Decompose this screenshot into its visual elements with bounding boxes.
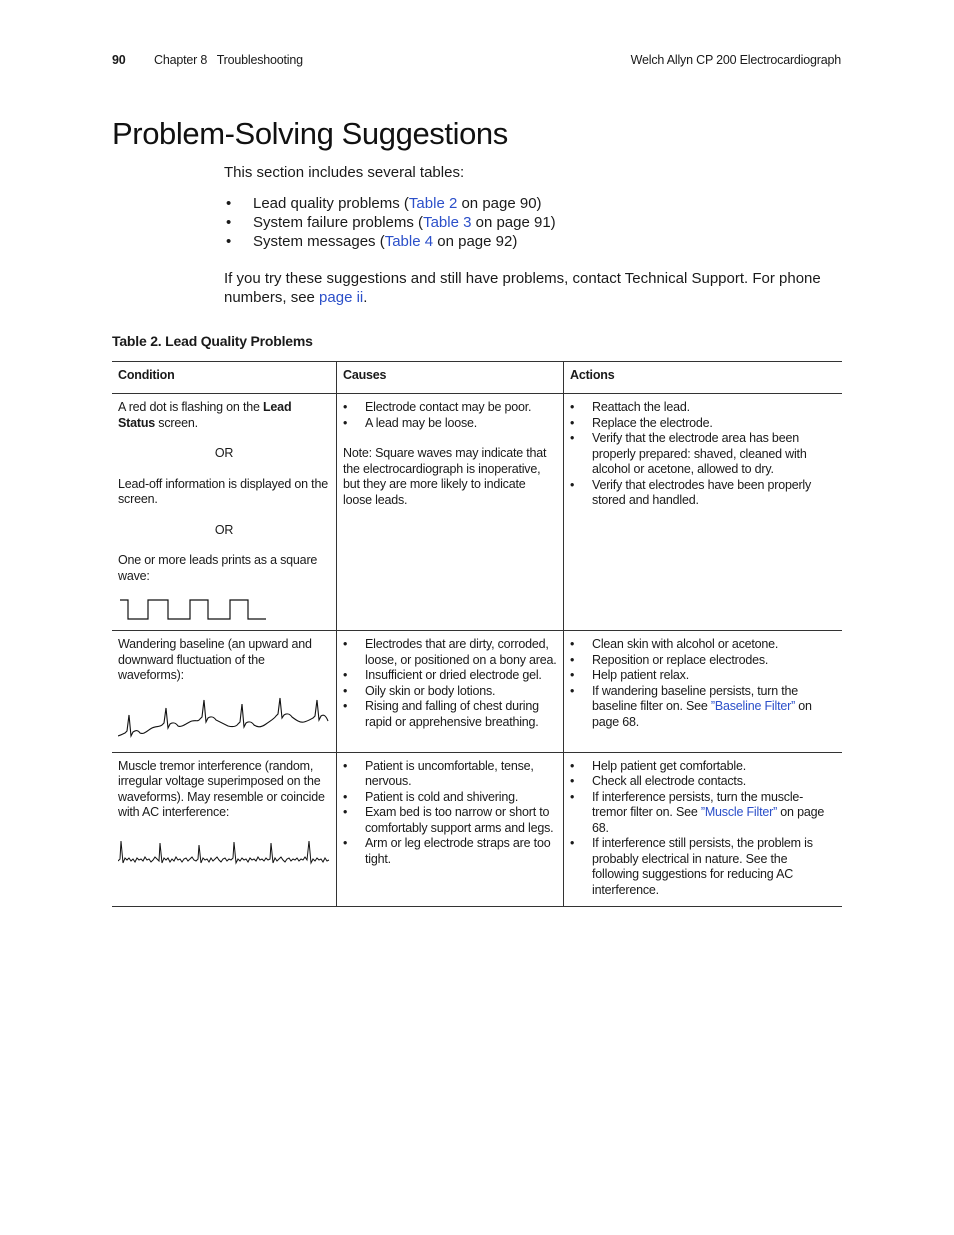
list-item: • Reposition or replace electrodes.	[570, 653, 836, 669]
condition-cell	[112, 752, 337, 907]
lead-quality-table	[112, 361, 842, 907]
causes-list	[343, 759, 557, 868]
list-item-text: on page 91)	[471, 214, 556, 231]
actions-cell	[564, 631, 842, 753]
page-number: 90	[112, 53, 126, 67]
causes-cell	[337, 631, 564, 753]
list-item-text: on page 90)	[457, 195, 542, 212]
list-item: • Exam bed is too narrow or short to comfortably support arms and legs.	[343, 805, 557, 836]
baseline-filter-link[interactable]: ”Baseline Filter”	[710, 699, 796, 713]
page-title: Problem-Solving Suggestions	[112, 116, 508, 151]
list-item: • A lead may be loose.	[343, 416, 557, 432]
wandering-baseline-waveform-icon	[118, 694, 330, 744]
list-item: • Patient is uncomfortable, tense, nervous.	[343, 759, 557, 790]
note-text: Note: Square waves may indicate that the electrocardiograph is inoperative, but they are more likely to indicate loose leads.	[343, 446, 547, 507]
condition-cell	[112, 631, 337, 753]
list-item	[570, 684, 836, 731]
intro-text: This section includes several tables:	[224, 164, 465, 181]
list-item-text: Lead quality problems (	[253, 195, 409, 212]
table-list	[224, 194, 844, 251]
list-item-text: System failure problems (	[253, 214, 424, 231]
table-caption: Table 2. Lead Quality Problems	[112, 333, 313, 349]
table-row	[112, 631, 842, 753]
list-item: • Electrodes that are dirty, corroded, loose, or positioned on a bony area.	[343, 637, 557, 668]
contact-text: If you try these suggestions and still have problems, contact Technical Support. For phone numbers, see	[224, 270, 821, 306]
causes-cell	[337, 752, 564, 907]
condition-text: Muscle tremor interference (random, irregular voltage superimposed on the waveforms). May resemble or coincide with AC interference:	[118, 758, 325, 819]
list-item: • Help patient get comfortable.	[570, 759, 836, 775]
table-row	[112, 752, 842, 907]
list-item-text: on page 92)	[433, 233, 518, 250]
chapter-header: Chapter 8 Troubleshooting	[154, 53, 303, 67]
actions-cell	[564, 394, 842, 631]
or-separator: OR	[214, 522, 234, 537]
list-item	[224, 213, 844, 232]
actions-list	[570, 400, 836, 509]
list-item-text: System messages (	[253, 233, 385, 250]
list-item-text: If interference persists, turn the muscle-tremor filter on. See	[592, 789, 804, 819]
page-ii-link[interactable]: page ii	[319, 289, 364, 306]
or-separator: OR	[214, 446, 234, 460]
list-item: • Replace the electrode.	[570, 416, 836, 432]
list-item	[570, 790, 836, 837]
condition-text: One or more leads prints as a square wave:	[118, 553, 318, 583]
product-header: Welch Allyn CP 200 Electrocardiograph	[630, 53, 841, 67]
condition-text	[118, 400, 330, 431]
list-item: • Insufficient or dried electrode gel.	[343, 668, 557, 684]
list-item: • Verify that electrodes have been properly stored and handled.	[570, 478, 836, 509]
column-header-causes: Causes	[337, 362, 564, 394]
causes-list	[343, 400, 557, 431]
condition-text: Wandering baseline (an upward and downward fluctuation of the waveforms):	[118, 637, 312, 682]
list-item	[224, 194, 844, 213]
square-wave-icon	[118, 594, 268, 622]
list-item: • Clean skin with alcohol or acetone.	[570, 637, 836, 653]
table-header-row	[112, 362, 842, 394]
list-item: • Electrode contact may be poor.	[343, 400, 557, 416]
list-item: • Arm or leg electrode straps are too tight.	[343, 836, 557, 867]
table-4-link[interactable]: Table 4	[384, 233, 434, 250]
actions-list	[570, 637, 836, 730]
lead-status-term: Lead Status	[118, 400, 292, 430]
list-item: • Help patient relax.	[570, 668, 836, 684]
causes-list	[343, 637, 557, 730]
table-2-link[interactable]: Table 2	[408, 195, 458, 212]
table-row	[112, 394, 842, 631]
condition-text: Lead-off information is displayed on the screen.	[118, 476, 328, 506]
condition-text-part: A red dot is flashing on the	[118, 400, 263, 414]
list-item-text: on page 68.	[592, 699, 812, 729]
condition-cell	[112, 394, 337, 631]
list-item: • Patient is cold and shivering.	[343, 790, 557, 806]
muscle-filter-link[interactable]: ”Muscle Filter”	[700, 805, 778, 819]
list-item: • Reattach the lead.	[570, 400, 836, 416]
column-header-actions: Actions	[564, 362, 842, 394]
actions-list	[570, 759, 836, 899]
muscle-tremor-waveform-icon	[118, 831, 330, 871]
contact-text-end: .	[363, 289, 368, 306]
list-item: • If interference still persists, the problem is probably electrical in nature. See the following suggestions for reducing AC interference.	[570, 836, 836, 898]
column-header-condition: Condition	[112, 362, 337, 394]
list-item: • Oily skin or body lotions.	[343, 684, 557, 700]
list-item-text: If wandering baseline persists, turn the baseline filter on. See	[592, 683, 799, 713]
condition-text-part: screen.	[155, 415, 198, 430]
list-item	[224, 232, 844, 251]
causes-cell	[337, 394, 564, 631]
list-item: • Check all electrode contacts.	[570, 774, 836, 790]
list-item-text: on page 68.	[592, 805, 825, 835]
table-3-link[interactable]: Table 3	[423, 214, 472, 231]
actions-cell	[564, 752, 842, 907]
list-item: • Verify that the electrode area has been properly prepared: shaved, cleaned with alcohol or acetone, allowed to dry.	[570, 431, 836, 478]
contact-paragraph	[224, 269, 844, 307]
list-item: • Rising and falling of chest during rapid or apprehensive breathing.	[343, 699, 557, 730]
